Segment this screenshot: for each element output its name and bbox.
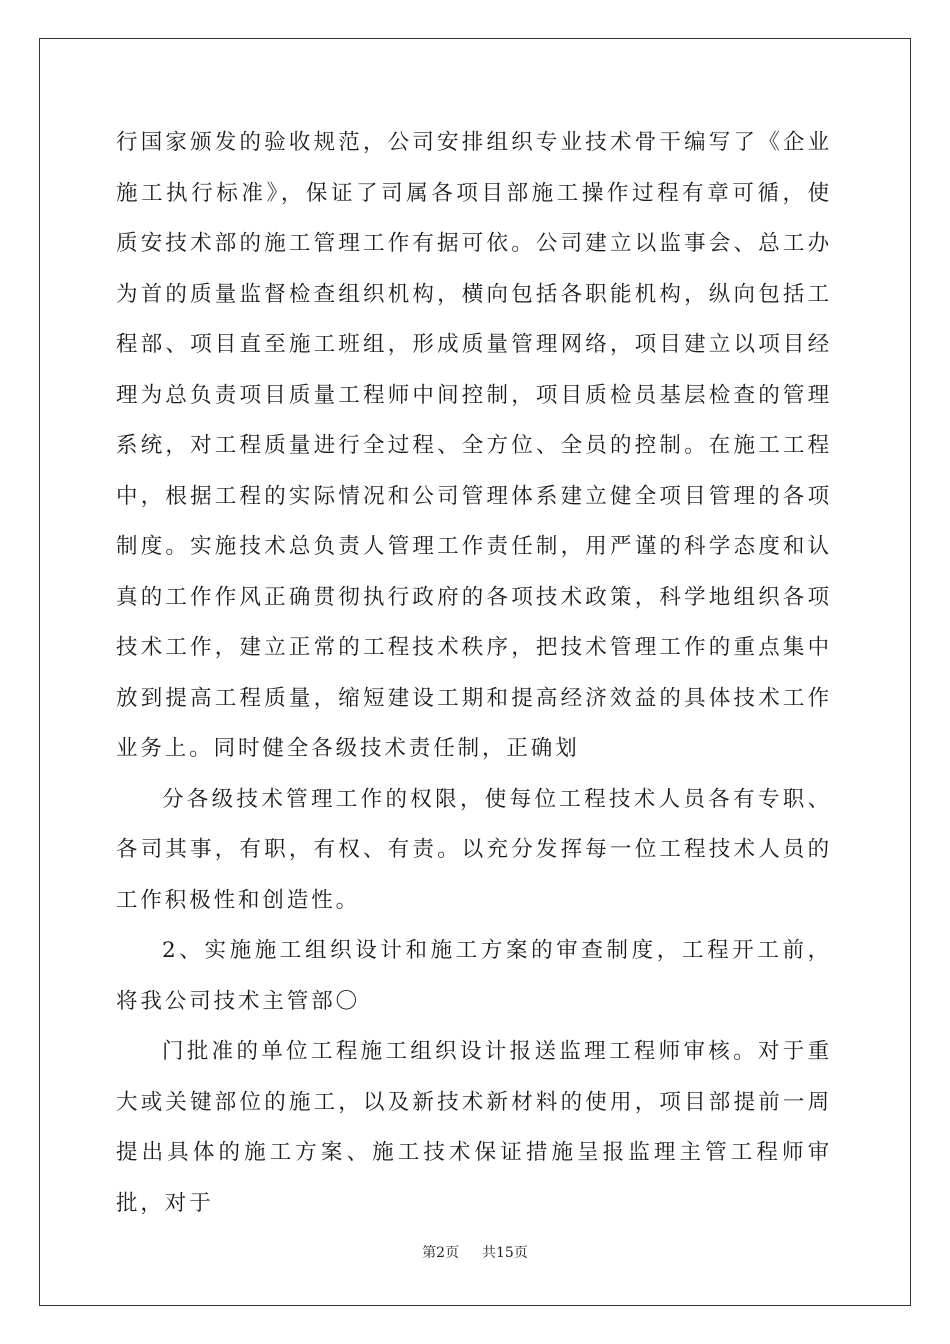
paragraph-3: 2、实施施工组织设计和施工方案的审查制度，工程开工前，将我公司技术主管部〇	[116, 938, 832, 1014]
document-body	[116, 118, 832, 1229]
paragraph-4: 门批准的单位工程施工组织设计报送监理工程师审核。对于重大或关键部位的施工，以及新技术新材料的使用，项目部提前一周提出具体的施工方案、施工技术保证措施呈报监理主管工程师审批，对于	[116, 1039, 832, 1216]
paragraph-1: 行国家颁发的验收规范，公司安排组织专业技术骨干编写了《企业施工执行标准》，保证了司属各项目部施工操作过程有章可循，使质安技术部的施工管理工作有据可依。公司建立以监事会、总工办为首的质量监督检查组织机构，横向包括各职能机构，纵向包括工程部、项目直至施工班组，形成质量管理网络，项目建立以项目经理为总负责项目质量工程师中间控制，项目质检员基层检查的管理系统，对工程质量进行全过程、全方位、全员的控制。在施工工程中，根据工程的实际情况和公司管理体系建立健全项目管理的各项制度。实施技术总负责人管理工作责任制，用严谨的科学态度和认真的工作作风正确贯彻执行政府的各项技术政策，科学地组织各项技术工作，建立正常的工程技术秩序，把技术管理工作的重点集中放到提高工程质量，缩短建设工期和提高经济效益的具体技术工作业务上。同时健全各级技术责任制，正确划	[116, 130, 832, 761]
page-footer	[0, 1242, 950, 1262]
paragraph-2: 分各级技术管理工作的权限，使每位工程技术人员各有专职、各司其事，有职，有权、有责。以充分发挥每一位工程技术人员的工作积极性和创造性。	[116, 786, 832, 913]
page-number: 第2页	[422, 1245, 460, 1261]
page-total: 共15页	[482, 1245, 528, 1261]
